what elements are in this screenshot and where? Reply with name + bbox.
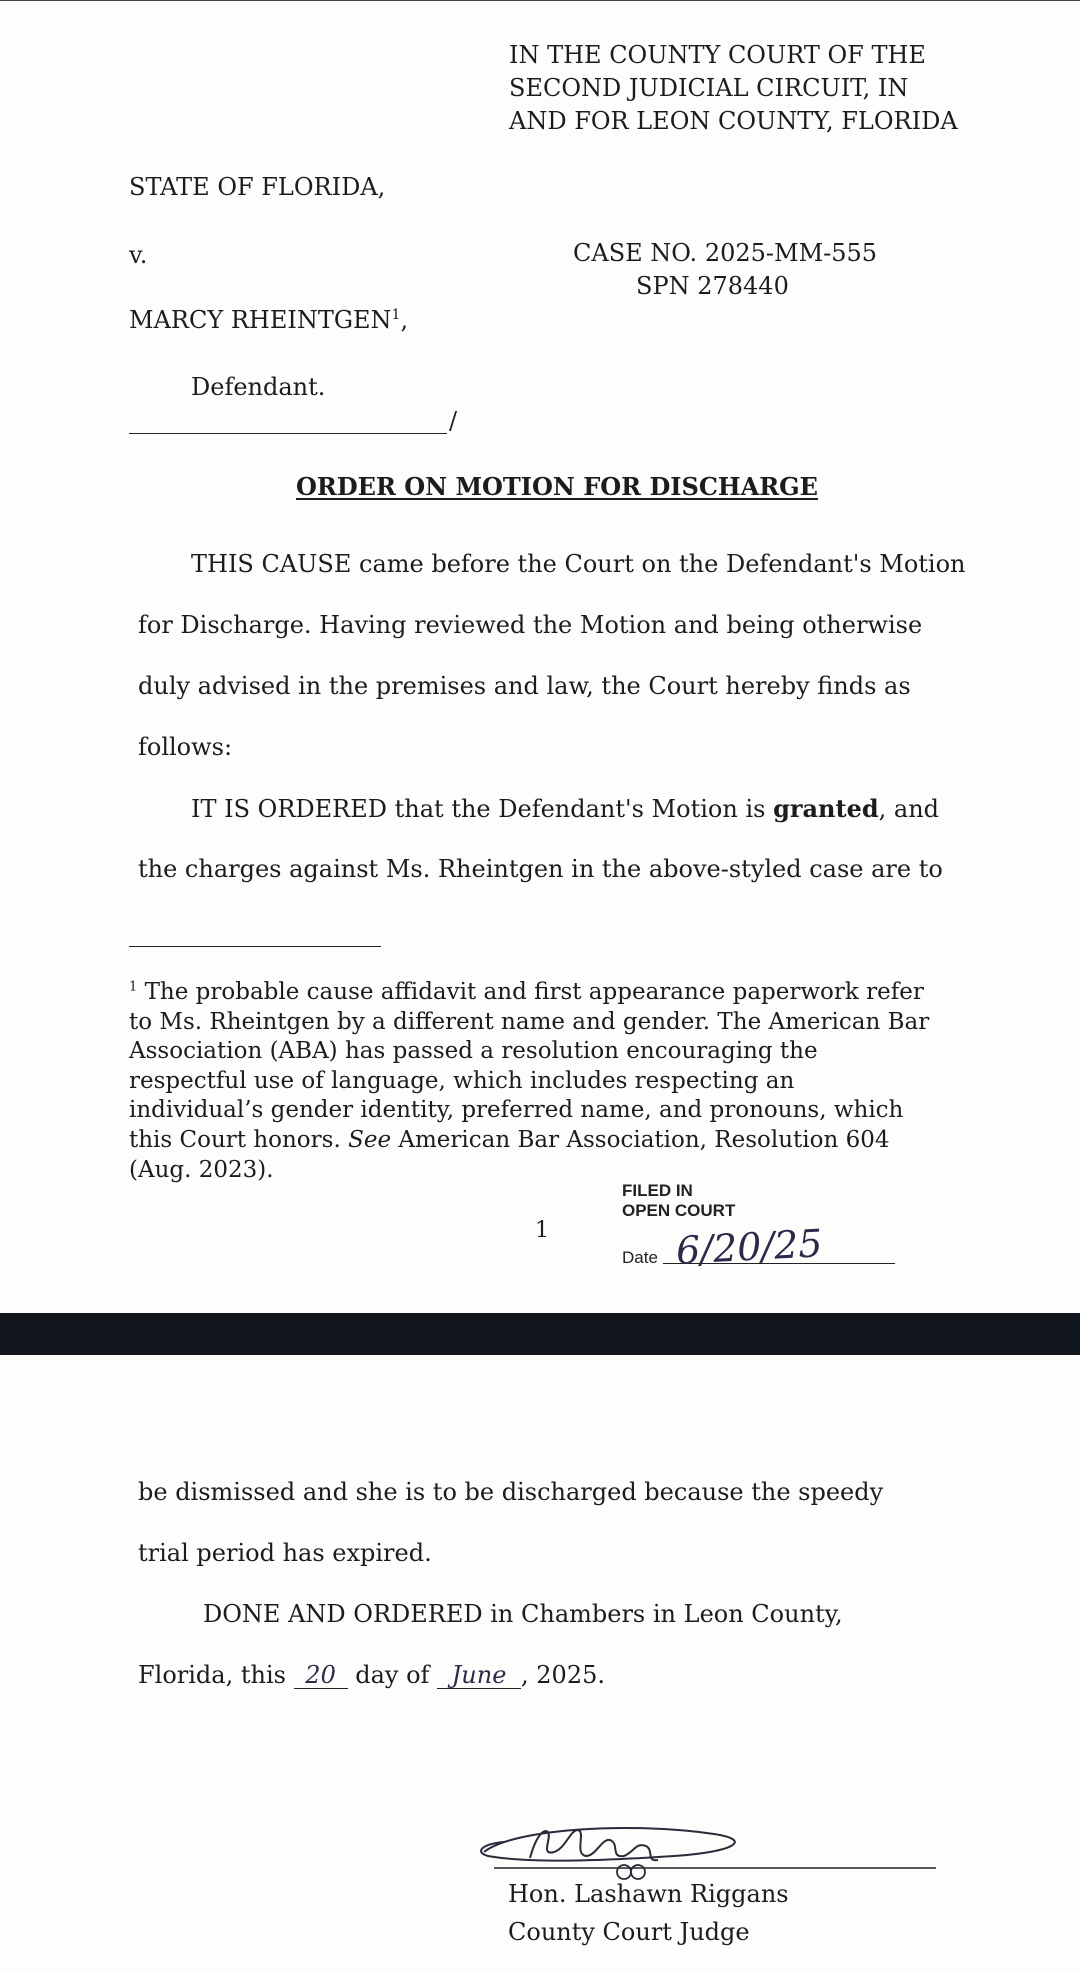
footnote [129,978,969,1185]
caption-rule-slash: / [449,407,458,435]
order-text-after: , and [878,795,940,823]
date-line-after: , 2025. [521,1661,605,1689]
footnote-separator [129,946,381,947]
versus-label: v. [129,241,148,269]
paragraph-1-line-1: THIS CAUSE came before the Court on the Defendant's Motion [191,550,966,578]
signature-flourish [481,1828,735,1861]
court-heading [509,39,958,138]
month-blank: June [437,1662,521,1689]
signature-loop-2 [631,1865,645,1879]
caption-rule [129,433,447,434]
plaintiff-name: STATE OF FLORIDA, [129,173,386,201]
day-blank: 20 [294,1662,348,1689]
footnote-line-3: Association (ABA) has passed a resolution encouraging the [129,1038,818,1065]
court-heading-line-2: SECOND JUDICIAL CIRCUIT, IN [509,74,909,102]
filed-stamp [622,1181,735,1221]
page-2-line-2: trial period has expired. [138,1539,432,1567]
case-number: CASE NO. 2025-MM-555 [573,239,878,267]
spn-number: SPN 278440 [636,272,789,300]
filed-stamp-line-1: FILED IN [622,1181,693,1200]
page-number: 1 [535,1218,549,1243]
defendant-name-text: MARCY RHEINTGEN [129,306,392,334]
page-2-line-3: DONE AND ORDERED in Chambers in Leon County, [203,1600,843,1628]
footnote-line-7: (Aug. 2023). [129,1156,274,1183]
defendant-name-comma: , [400,306,409,334]
footnote-marker: 1 [129,979,138,995]
footnote-line-1-text: The probable cause affidavit and first appearance paperwork refer [137,979,924,1005]
footnote-line-6 [129,1126,969,1156]
paragraph-2-line-1 [191,794,939,823]
page-divider [0,1313,1080,1355]
paragraph-2-line-2: the charges against Ms. Rheintgen in the above-styled case are to [138,855,943,883]
granted-text: granted [773,794,879,823]
date-line-middle: day of [347,1661,438,1689]
paragraph-1-line-3: duly advised in the premises and law, the Court hereby finds as [138,672,911,700]
signature-script [530,1830,658,1860]
order-text-before: IT IS ORDERED that the Defendant's Motion is [191,795,774,823]
signature-loop-1 [617,1865,631,1879]
court-heading-line-1: IN THE COUNTY COURT OF THE [509,41,926,69]
footnote-see-signal: See [348,1126,392,1153]
paragraph-1-line-4: follows: [138,733,233,761]
paragraph-1-line-2: for Discharge. Having reviewed the Motion and being otherwise [138,611,923,639]
document-title: ORDER ON MOTION FOR DISCHARGE [296,472,818,501]
footnote-reference: 1 [391,307,401,323]
court-heading-line-3: AND FOR LEON COUNTY, FLORIDA [509,107,958,135]
judge-name: Hon. Lashawn Riggans [508,1880,789,1908]
footnote-line-2: to Ms. Rheintgen by a different name and gender. The American Bar [129,1008,930,1035]
footnote-line-4: respectful use of language, which includes respecting an [129,1067,795,1094]
date-line-before: Florida, this [138,1661,294,1689]
footnote-line-1 [129,978,969,1008]
judge-title: County Court Judge [508,1918,750,1946]
filed-stamp-date-label: Date [622,1248,658,1267]
filed-stamp-date-handwritten: 6/20/25 [674,1221,824,1273]
filed-stamp-line-2: OPEN COURT [622,1201,736,1220]
judge-signature [474,1822,954,1882]
page-2-line-4 [138,1661,605,1689]
defendant-label: Defendant. [191,373,326,401]
footnote-line-6-after: American Bar Association, Resolution 604 [391,1126,890,1153]
page-2-line-1: be dismissed and she is to be discharged because the speedy [138,1478,884,1506]
footnote-line-6-before: this Court honors. [129,1126,349,1153]
defendant-name [129,306,408,334]
footnote-line-5: individual’s gender identity, preferred name, and pronouns, which [129,1097,904,1124]
